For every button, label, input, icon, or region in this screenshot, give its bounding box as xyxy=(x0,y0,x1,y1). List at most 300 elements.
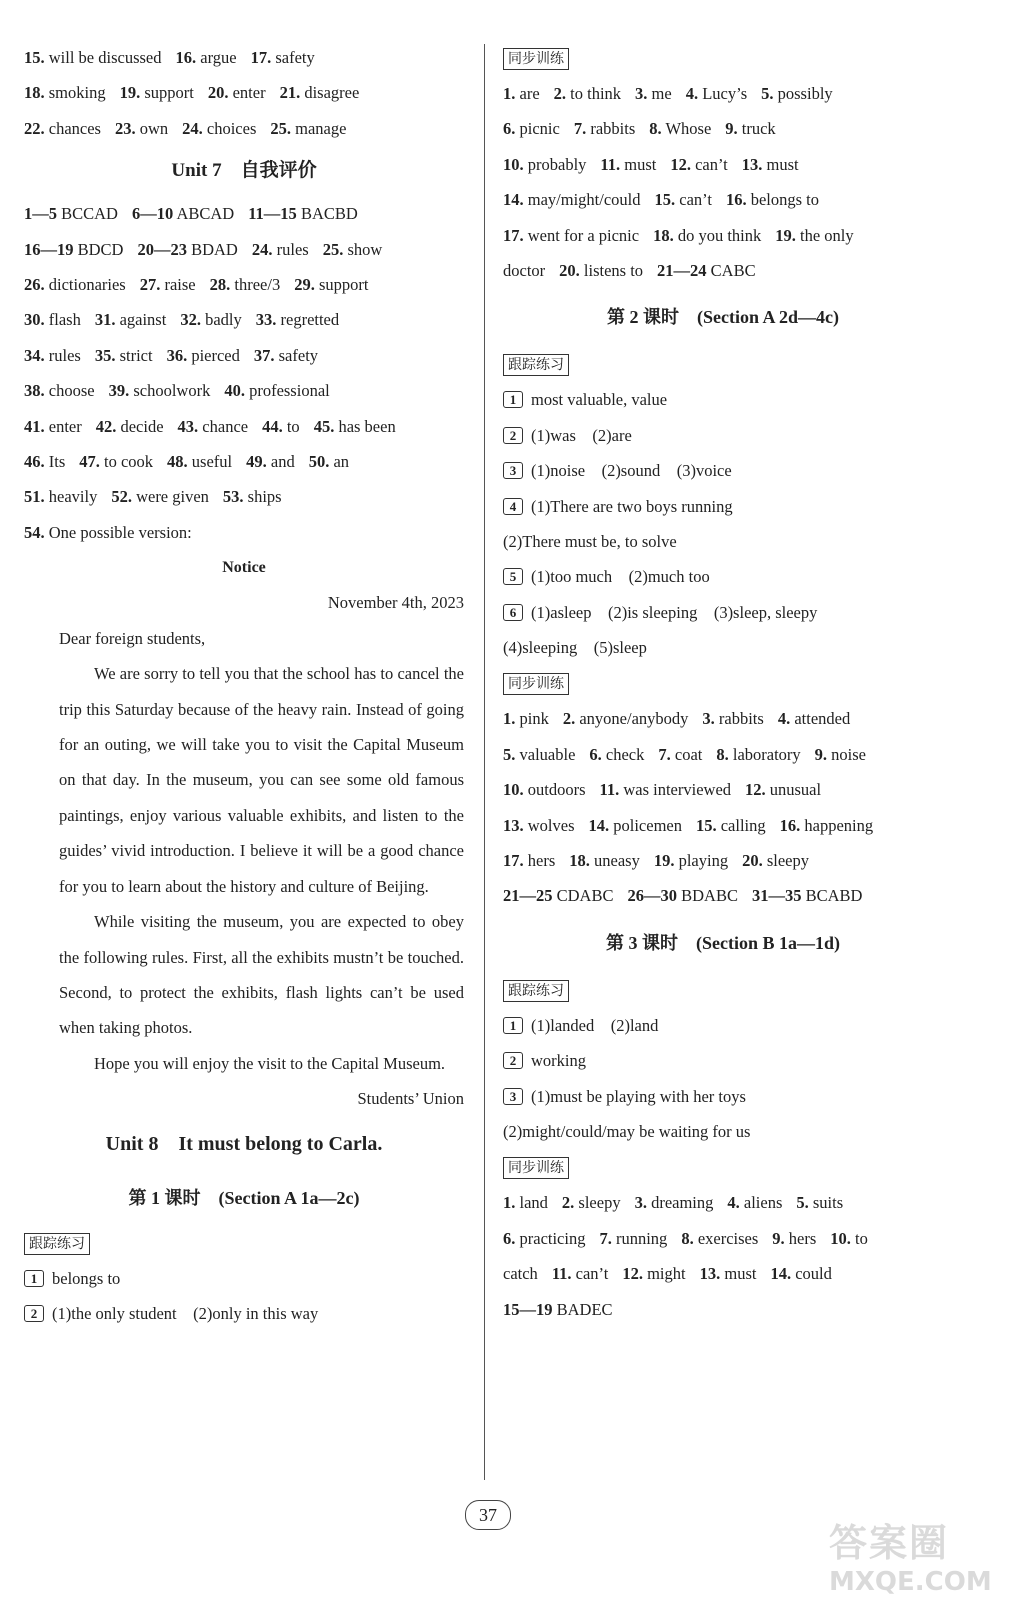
question-number: 7. xyxy=(658,744,671,764)
question-number: 39. xyxy=(108,381,130,401)
answer-text: can’t xyxy=(695,154,728,174)
answer-text: sleepy xyxy=(766,851,809,871)
track-item xyxy=(24,1261,464,1296)
tag-row xyxy=(503,1149,943,1185)
lesson2-heading: 第 2 课时 (Section A 2d—4c) xyxy=(607,307,839,328)
question-number: 1. xyxy=(503,709,516,729)
answer-text: hers xyxy=(788,1228,817,1248)
track-item xyxy=(503,630,943,665)
question-number: 3. xyxy=(702,709,715,729)
answer-text: picnic xyxy=(519,119,560,139)
answer-text: chances xyxy=(48,118,101,138)
question-number: 25. xyxy=(270,118,291,138)
answer-text: rabbits xyxy=(718,709,764,729)
item-answer-text: (1)too much (2)much too xyxy=(531,567,710,587)
item-answer-text: (1)must be playing with her toys xyxy=(531,1086,746,1106)
notice-paragraph-text: While visiting the museum, you are expected to obey the following rules. First, all the exhibits mustn’t be touched. Second, to protect the exhibits, flash lights can’t be used when taking photos. xyxy=(59,912,464,1038)
item-number-box: 1 xyxy=(503,1017,523,1034)
answer-line xyxy=(24,373,464,408)
question-number: 4. xyxy=(777,709,791,729)
answer-text: doctor xyxy=(503,260,546,280)
answer-text: an xyxy=(333,451,350,471)
answer-text: noise xyxy=(831,744,867,764)
sync-training-tag: 同步训练 xyxy=(503,673,569,695)
answer-text: rabbits xyxy=(590,119,636,139)
answer-text: disagree xyxy=(304,83,360,103)
question-number: 12. xyxy=(670,154,691,174)
lesson3-heading: 第 3 课时 (Section B 1a—1d) xyxy=(606,932,840,953)
question-number: 6. xyxy=(503,1228,516,1248)
notice-paragraph-text: We are sorry to tell you that the school has to cancel the trip this Saturday because of the heavy rain. Instead of going for an outing, we will take you to visit the Capital Museum on that day. In the museum, you can see some old famous paintings, enjoy various valuable exhibits, and listen to the guides’ vivid introduction. I believe it will be a good chance for you to learn about the history and culture of Beijing. xyxy=(59,664,464,896)
item-answer-text: most valuable, value xyxy=(531,390,668,410)
answer-line xyxy=(503,701,943,736)
answer-line xyxy=(503,147,943,182)
question-number: 31. xyxy=(94,310,116,330)
answer-text: strict xyxy=(119,345,153,365)
question-number: 20. xyxy=(742,851,763,871)
question-number: 15—19 xyxy=(503,1299,553,1319)
question-number: 17. xyxy=(503,225,524,245)
track-item xyxy=(503,418,943,453)
question-number: 47. xyxy=(79,451,100,471)
question-number: 36. xyxy=(166,345,188,365)
question-number: 43. xyxy=(177,416,199,436)
question-number: 46. xyxy=(24,451,45,471)
answer-text: raise xyxy=(164,274,196,294)
question-number: 40. xyxy=(224,381,245,401)
sync2-answers xyxy=(503,701,943,913)
answer-text: schoolwork xyxy=(133,381,211,401)
answer-line xyxy=(24,196,464,231)
question-number: 19. xyxy=(653,851,675,871)
answer-text: CDABC xyxy=(556,886,614,906)
notice-paragraph-1 xyxy=(24,656,464,904)
answer-text: unusual xyxy=(769,780,822,800)
answer-line xyxy=(503,772,943,807)
question-number: 21—25 xyxy=(503,886,553,906)
question-number: 12. xyxy=(622,1264,643,1284)
question-number: 51. xyxy=(24,487,45,507)
item-answer-text: (2)might/could/may be waiting for us xyxy=(503,1121,751,1141)
answer-text: and xyxy=(270,451,295,471)
question-number: 28. xyxy=(209,274,231,294)
answer-text: flash xyxy=(48,310,81,330)
question-number: 4. xyxy=(685,84,699,103)
answer-text: own xyxy=(139,118,169,138)
answer-text: must xyxy=(766,154,799,174)
item-answer-text: (1)landed (2)land xyxy=(531,1015,659,1035)
answer-text: heavily xyxy=(48,487,98,507)
answer-line xyxy=(503,737,943,772)
answer-text: rules xyxy=(276,239,309,259)
answer-text: were given xyxy=(136,487,209,507)
answer-text: regretted xyxy=(280,310,340,330)
answer-text: laboratory xyxy=(732,744,801,764)
answer-line xyxy=(503,808,943,843)
question-number: 13. xyxy=(741,154,763,174)
track-item xyxy=(503,1008,943,1043)
question-number: 32. xyxy=(180,310,201,330)
tag-row xyxy=(503,972,943,1008)
question-number: 15. xyxy=(654,190,676,210)
question-number: 18. xyxy=(653,225,674,245)
answer-text: outdoors xyxy=(527,780,586,800)
answer-text: will be discussed xyxy=(48,48,162,67)
answer-text: uneasy xyxy=(594,851,640,871)
question-number: 16. xyxy=(779,815,801,835)
answer-text: argue xyxy=(200,48,237,67)
question-number: 23. xyxy=(114,118,136,138)
tag-row xyxy=(503,40,943,76)
track-practice-tag: 跟踪练习 xyxy=(503,354,569,376)
question-number: 24. xyxy=(251,239,273,259)
answer-block-top xyxy=(24,40,464,146)
question-number: 9. xyxy=(772,1228,785,1248)
track-item xyxy=(24,1296,464,1331)
sync3-answers xyxy=(503,1185,943,1327)
answer-text: useful xyxy=(191,451,233,471)
item-number-box: 3 xyxy=(503,1088,523,1105)
question-number: 21. xyxy=(279,83,301,103)
answer-text: land xyxy=(519,1193,548,1213)
answer-text: could xyxy=(795,1264,832,1284)
item-answer-text: (2)There must be, to solve xyxy=(503,531,677,551)
track-practice-tag: 跟踪练习 xyxy=(24,1233,90,1255)
item-answer-text: belongs to xyxy=(52,1268,121,1288)
question-number: 1. xyxy=(503,1193,516,1213)
answer-line xyxy=(503,843,943,878)
answer-text: rules xyxy=(48,345,81,365)
question-number: 14. xyxy=(588,815,610,835)
question-number: 9. xyxy=(725,119,738,139)
answer-text: aliens xyxy=(743,1193,783,1213)
question-number: 5. xyxy=(796,1193,809,1213)
answer-line xyxy=(503,878,943,913)
question-number: 42. xyxy=(95,416,117,436)
answer-text: support xyxy=(318,274,369,294)
answer-text: Lucy’s xyxy=(702,84,748,103)
answer-text: happening xyxy=(804,815,874,835)
question-number: 26—30 xyxy=(627,886,677,906)
answer-text: pierced xyxy=(191,345,240,365)
question-number: 53. xyxy=(222,487,244,507)
question-number: 33. xyxy=(255,310,277,330)
answer-text: support xyxy=(144,83,194,103)
sync-training-tag: 同步训练 xyxy=(503,1157,569,1179)
question-number: 20. xyxy=(559,260,580,280)
answer-text: ABCAD xyxy=(176,204,235,224)
answer-text: do you think xyxy=(677,225,762,245)
answer-text: BCABD xyxy=(805,886,863,906)
question-number: 41. xyxy=(24,416,45,436)
item-answer-text: (4)sleeping (5)sleep xyxy=(503,638,647,658)
item-number-box: 3 xyxy=(503,462,523,479)
question-number: 12. xyxy=(745,780,766,800)
answer-text: against xyxy=(119,310,167,330)
question-number: 54. xyxy=(24,522,45,542)
answer-line xyxy=(24,40,464,75)
answer-text: are xyxy=(519,84,540,103)
track-item xyxy=(503,595,943,630)
item-answer-text: (1)There are two boys running xyxy=(531,496,733,516)
answer-text: wolves xyxy=(527,815,575,835)
answer-text: running xyxy=(615,1228,668,1248)
question-number: 7. xyxy=(573,119,587,139)
answer-text: me xyxy=(651,84,672,103)
answer-line xyxy=(24,232,464,267)
track-item xyxy=(503,1043,943,1078)
question-number: 11. xyxy=(551,1264,572,1284)
question-number: 11. xyxy=(600,154,621,174)
answer-text: choices xyxy=(206,118,257,138)
question-number: 1. xyxy=(503,84,516,103)
notice-title: Notice xyxy=(222,559,266,577)
question-number: 50. xyxy=(308,451,330,471)
unit7-heading: Unit 7 自我评价 xyxy=(171,160,317,182)
answer-line xyxy=(503,111,943,146)
notice-date: November 4th, 2023 xyxy=(327,593,464,613)
question-number: 16. xyxy=(725,190,747,210)
item-answer-text: (1)the only student (2)only in this way xyxy=(52,1303,319,1323)
left-column xyxy=(24,40,464,1331)
question-number: 37. xyxy=(253,345,275,365)
answer-text: has been xyxy=(338,416,396,436)
answer-text: valuable xyxy=(519,744,576,764)
answer-text: pink xyxy=(519,709,549,729)
question-number: 45. xyxy=(313,416,335,436)
answer-text: was interviewed xyxy=(623,780,732,800)
question-number: 15. xyxy=(695,815,717,835)
question-number: 13. xyxy=(699,1264,721,1284)
answer-text: must xyxy=(624,154,657,174)
sync1-answers xyxy=(503,76,943,288)
question-number: 26. xyxy=(24,274,45,294)
answer-line xyxy=(503,253,943,288)
question-number: 15. xyxy=(24,48,45,67)
answer-text: exercises xyxy=(697,1228,759,1248)
question-number: 14. xyxy=(770,1264,792,1284)
question-number: 52. xyxy=(111,487,132,507)
answer-text: suits xyxy=(812,1193,844,1213)
answer-text: policemen xyxy=(613,815,682,835)
question-number: 1—5 xyxy=(24,204,57,224)
question-number: 35. xyxy=(94,345,116,365)
question-number: 6—10 xyxy=(131,204,174,224)
question-number: 3. xyxy=(635,84,648,103)
question-number: 11. xyxy=(599,780,620,800)
notice-paragraph-text: Hope you will enjoy the visit to the Capital Museum. xyxy=(94,1053,446,1073)
question-number: 6. xyxy=(589,744,602,764)
answer-text: BADEC xyxy=(556,1299,613,1319)
question-number: 8. xyxy=(649,119,662,139)
track-item xyxy=(503,382,943,417)
notice-signature: Students’ Union xyxy=(357,1089,464,1109)
answer-text: manage xyxy=(295,118,347,138)
question-number: 8. xyxy=(681,1228,694,1248)
item-answer-text: working xyxy=(531,1051,586,1071)
track-item xyxy=(503,489,943,524)
question-number: 20. xyxy=(207,83,229,103)
notice-paragraph-2 xyxy=(24,904,464,1046)
answer-line xyxy=(24,409,464,444)
page-number: 37 xyxy=(465,1500,511,1530)
question-number: 44. xyxy=(262,416,283,436)
answer-text: may/might/could xyxy=(527,190,641,210)
answer-text: choose xyxy=(48,381,95,401)
answer-text: professional xyxy=(249,381,330,401)
answer-line xyxy=(24,302,464,337)
question-number: 17. xyxy=(503,851,524,871)
answer-text: must xyxy=(724,1264,757,1284)
answer-line xyxy=(24,444,464,479)
lesson1-track-answers xyxy=(24,1261,464,1332)
question-number: 30. xyxy=(24,310,45,330)
answer-line xyxy=(503,1221,943,1256)
answer-text: BDABC xyxy=(681,886,738,906)
question-number: 5. xyxy=(761,84,774,103)
question-number: 19. xyxy=(775,225,796,245)
answer-text: playing xyxy=(678,851,729,871)
answer-line xyxy=(503,1256,943,1291)
question-number: 2. xyxy=(553,84,567,103)
answer-text: BCCAD xyxy=(61,204,118,224)
answer-text: BACBD xyxy=(300,204,358,224)
notice-greeting: Dear foreign students, xyxy=(59,628,206,648)
item-number-box: 2 xyxy=(503,427,523,444)
answer-text: show xyxy=(347,239,383,259)
answer-text: safety xyxy=(275,48,315,67)
answer-line xyxy=(24,75,464,110)
question-number: 29. xyxy=(294,274,315,294)
answer-text: went for a picnic xyxy=(527,225,640,245)
answer-text: ships xyxy=(247,487,282,507)
notice xyxy=(24,550,464,1116)
question-number: 16—19 xyxy=(24,239,74,259)
question-number: 16. xyxy=(175,48,197,67)
watermark-en: MXQE.COM xyxy=(829,1567,992,1597)
question-number: 49. xyxy=(246,451,267,471)
answer-line xyxy=(503,182,943,217)
track-item xyxy=(503,524,943,559)
question-number: 31—35 xyxy=(751,886,802,906)
answer-text: to xyxy=(286,416,300,436)
answer-text: three/3 xyxy=(234,274,281,294)
answer-line xyxy=(503,218,943,253)
answer-text: truck xyxy=(741,119,776,139)
answer-text: attended xyxy=(794,709,851,729)
question-number: 8. xyxy=(716,744,729,764)
answer-line xyxy=(24,479,464,514)
answer-text: chance xyxy=(202,416,249,436)
answer-text: decide xyxy=(120,416,164,436)
answer-text: safety xyxy=(278,345,319,365)
sync-training-tag: 同步训练 xyxy=(503,48,569,70)
question-number: 27. xyxy=(139,274,161,294)
question-number: 3. xyxy=(634,1193,647,1213)
answer-text: can’t xyxy=(575,1264,609,1284)
unit7-answers xyxy=(24,196,464,550)
answer-text: belongs to xyxy=(750,190,819,210)
answer-text: enter xyxy=(48,416,82,436)
question-number: 6. xyxy=(503,119,516,139)
question-number: 38. xyxy=(24,381,45,401)
answer-text: sleepy xyxy=(578,1193,621,1213)
answer-text: One possible version: xyxy=(48,522,192,542)
answer-text: dictionaries xyxy=(48,274,126,294)
item-answer-text: (1)was (2)are xyxy=(531,425,632,445)
lesson1-heading: 第 1 课时 (Section A 1a—2c) xyxy=(128,1187,360,1208)
answer-text: coat xyxy=(674,744,703,764)
item-number-box: 2 xyxy=(503,1052,523,1069)
lesson3-track-answers xyxy=(503,1008,943,1150)
answer-line xyxy=(24,338,464,373)
question-number: 5. xyxy=(503,744,516,764)
question-number: 18. xyxy=(569,851,590,871)
question-number: 48. xyxy=(167,451,188,471)
item-number-box: 1 xyxy=(24,1270,44,1287)
item-answer-text: (1)noise (2)sound (3)voice xyxy=(531,461,732,481)
track-item xyxy=(503,453,943,488)
question-number: 7. xyxy=(599,1228,612,1248)
lesson2-track-answers xyxy=(503,382,943,665)
track-item xyxy=(503,559,943,594)
answer-line xyxy=(24,515,464,550)
question-number: 10. xyxy=(503,154,524,174)
answer-text: badly xyxy=(205,310,242,330)
answer-text: to xyxy=(855,1228,868,1248)
answer-text: anyone/anybody xyxy=(579,709,689,729)
answer-text: calling xyxy=(720,815,766,835)
question-number: 9. xyxy=(814,744,828,764)
answer-text: to cook xyxy=(104,451,154,471)
question-number: 18. xyxy=(24,83,45,103)
question-number: 10. xyxy=(830,1228,851,1248)
answer-text: smoking xyxy=(48,83,106,103)
question-number: 21—24 xyxy=(657,260,707,280)
track-item xyxy=(503,1114,943,1149)
answer-text: practicing xyxy=(519,1228,586,1248)
question-number: 11—15 xyxy=(248,204,297,224)
tag-row xyxy=(503,346,943,382)
item-number-box: 2 xyxy=(24,1305,44,1322)
question-number: 20—23 xyxy=(137,239,187,259)
track-item xyxy=(503,1079,943,1114)
question-number: 24. xyxy=(182,118,203,138)
question-number: 10. xyxy=(503,780,524,800)
answer-text: to think xyxy=(570,84,622,103)
answer-text: probably xyxy=(527,154,587,174)
item-number-box: 4 xyxy=(503,498,523,515)
column-divider xyxy=(484,44,485,1480)
question-number: 14. xyxy=(503,190,524,210)
answer-text: can’t xyxy=(679,190,712,210)
item-number-box: 6 xyxy=(503,604,523,621)
watermark xyxy=(829,1512,1009,1597)
answer-text: check xyxy=(605,744,645,764)
answer-text: BDCD xyxy=(77,239,124,259)
question-number: 2. xyxy=(562,709,576,729)
item-answer-text: (1)asleep (2)is sleeping (3)sleep, sleepy xyxy=(531,602,818,622)
answer-text: enter xyxy=(232,83,266,103)
answer-text: possibly xyxy=(777,84,833,103)
answer-text: BDAD xyxy=(191,239,238,259)
answer-text: listens to xyxy=(583,260,644,280)
answer-text: dreaming xyxy=(651,1193,714,1213)
unit8-heading: Unit 8 It must belong to Carla. xyxy=(105,1132,383,1155)
track-practice-tag: 跟踪练习 xyxy=(503,980,569,1002)
notice-paragraph-3 xyxy=(24,1046,464,1081)
question-number: 22. xyxy=(24,118,45,138)
